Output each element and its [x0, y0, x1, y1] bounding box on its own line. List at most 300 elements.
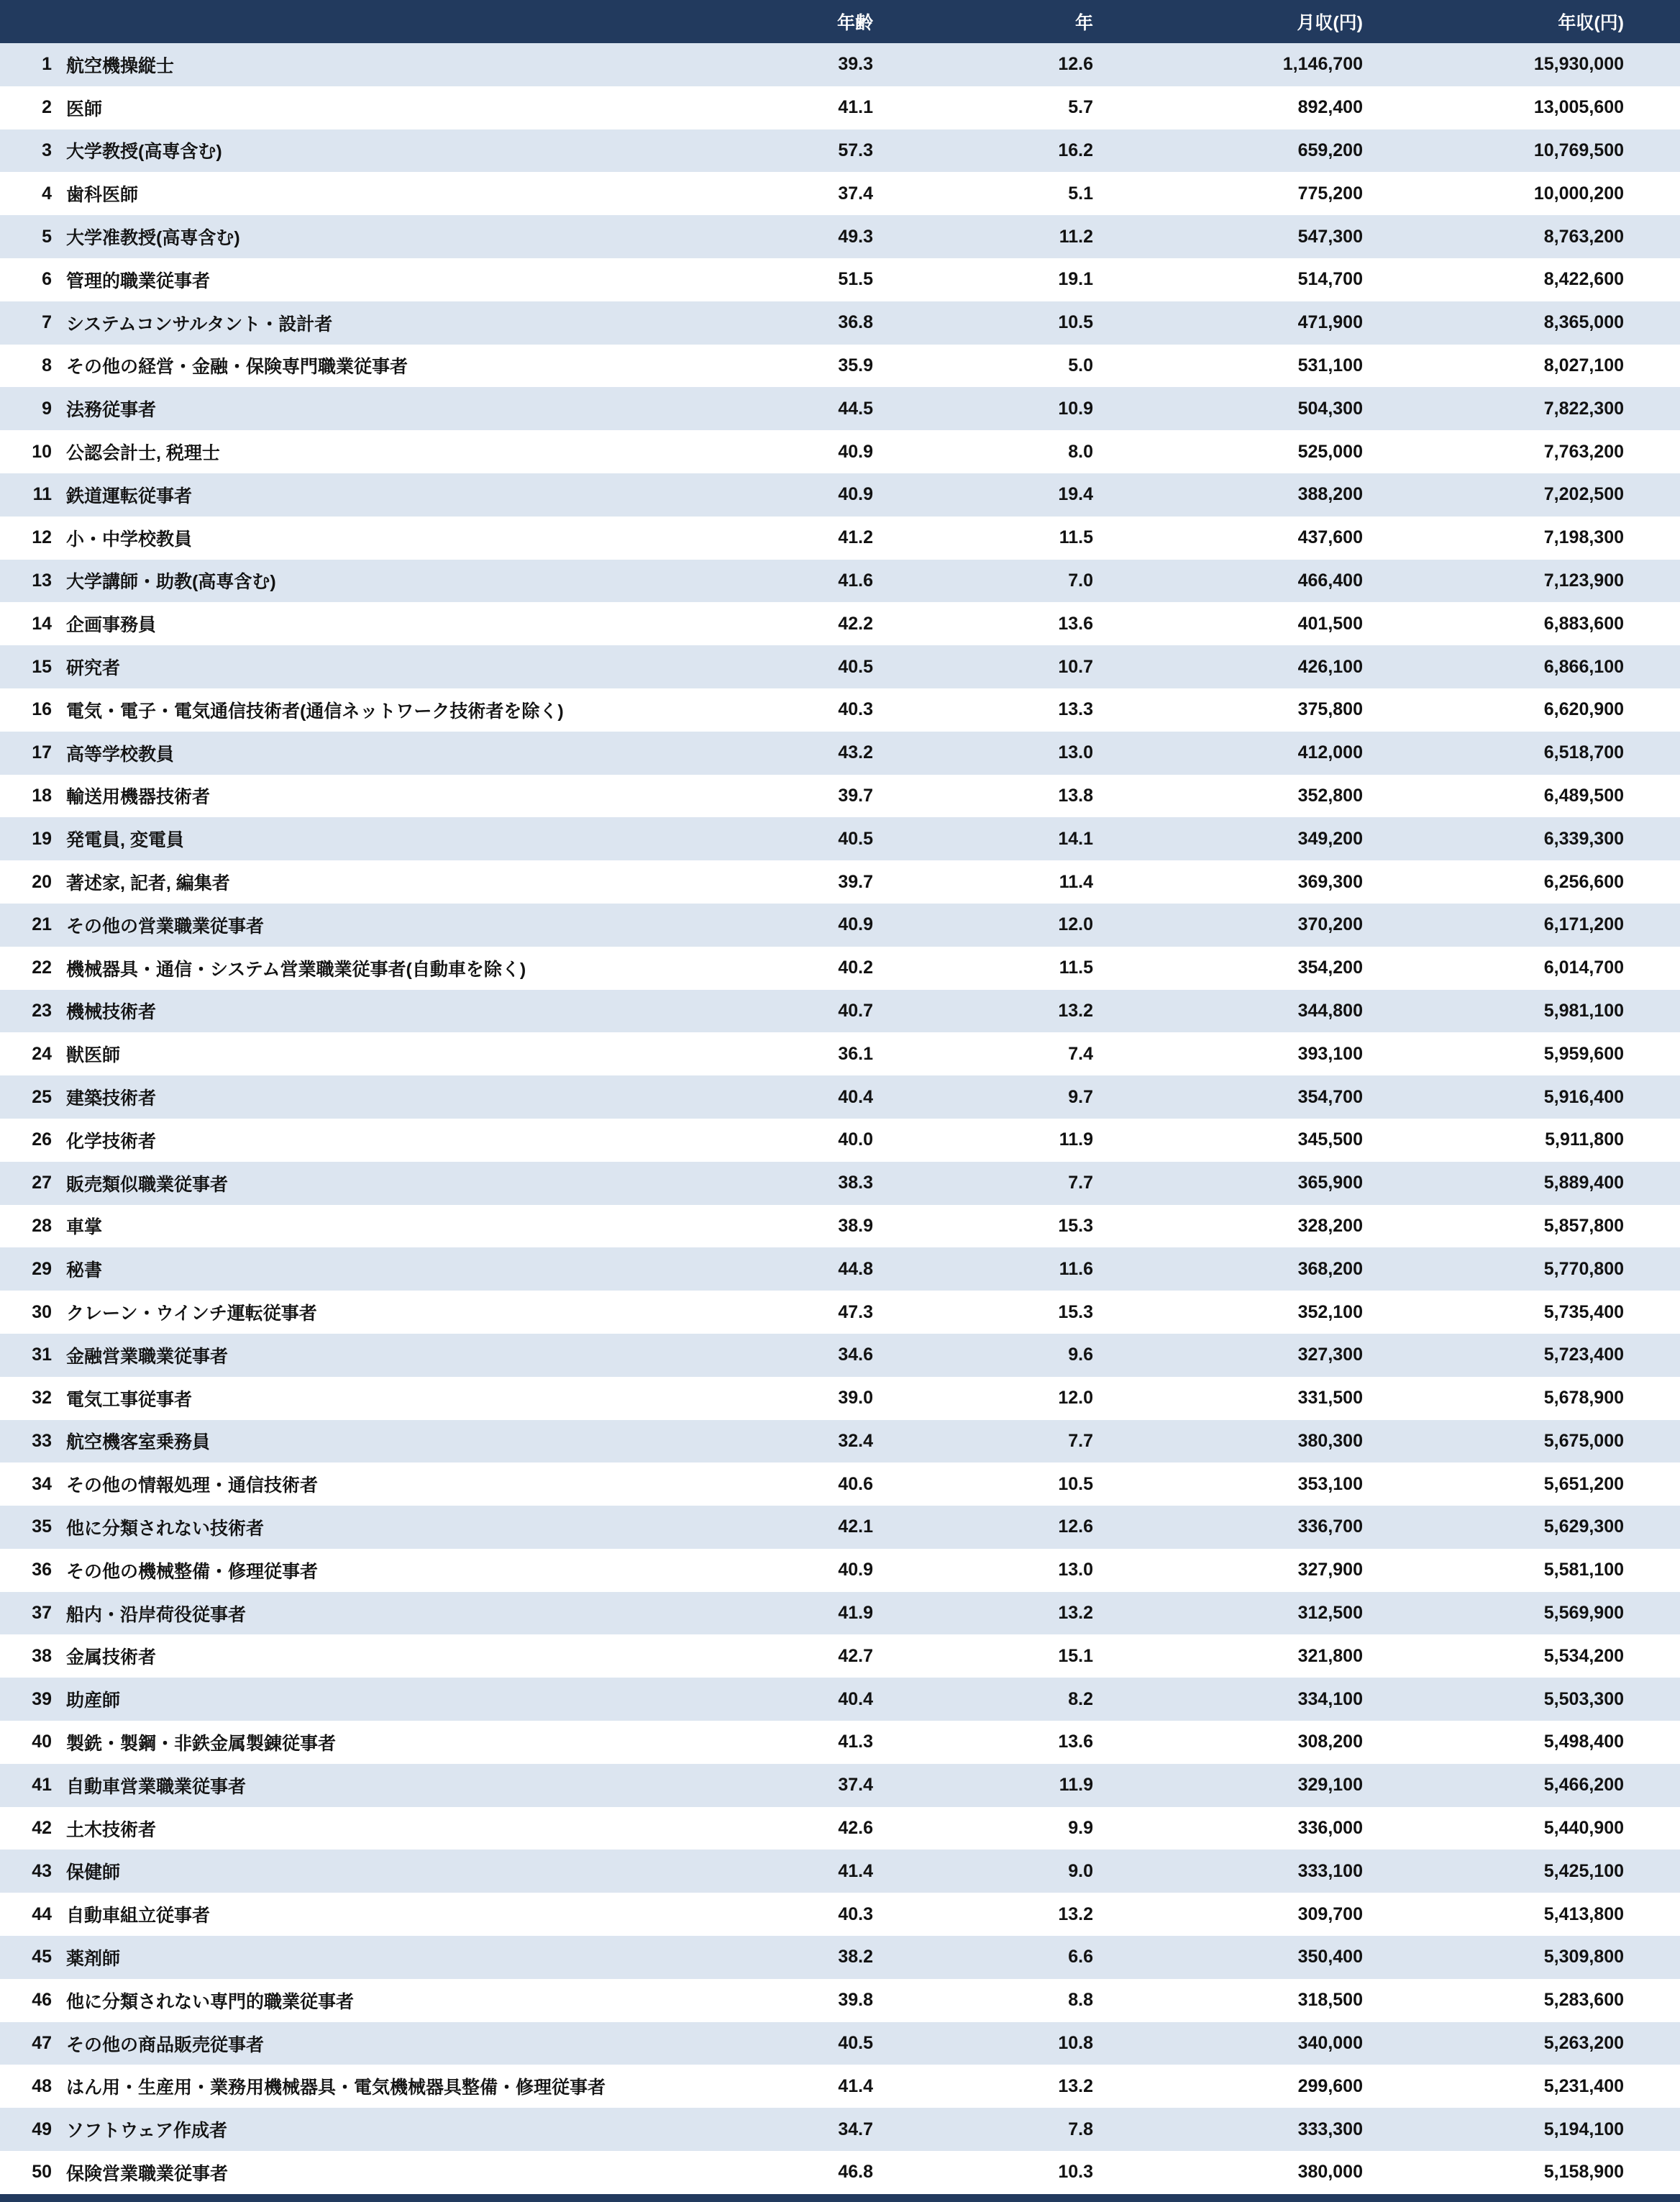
- annual-income-cell: 5,440,900: [1543, 1818, 1624, 1839]
- years-cell: 12.0: [1058, 914, 1093, 935]
- monthly-income-cell: 412,000: [1297, 742, 1363, 763]
- annual-income-cell: 10,000,200: [1533, 183, 1624, 204]
- rank-cell: 21: [32, 914, 52, 935]
- table-row: [0, 129, 1680, 173]
- monthly-income-cell: 333,300: [1297, 2119, 1363, 2139]
- years-cell: 13.2: [1058, 1603, 1093, 1624]
- years-cell: 16.2: [1058, 140, 1093, 160]
- occupation-cell: 船内・沿岸荷役従事者: [66, 1604, 247, 1625]
- years-cell: 10.7: [1058, 656, 1093, 677]
- occupation-cell: 他に分類されない専門的職業従事者: [66, 1991, 355, 2012]
- occupation-cell: クレーン・ウインチ運転従事者: [66, 1304, 317, 1324]
- occupation-cell: 保険営業職業従事者: [66, 2163, 229, 2184]
- rank-cell: 23: [32, 1000, 52, 1021]
- monthly-income-cell: 388,200: [1297, 484, 1363, 505]
- rank-cell: 44: [32, 1903, 52, 1924]
- years-cell: 14.1: [1058, 828, 1093, 849]
- years-cell: 11.5: [1059, 957, 1093, 978]
- monthly-income-cell: 353,100: [1297, 1473, 1363, 1494]
- rank-cell: 24: [32, 1043, 52, 1064]
- age-cell: 40.3: [838, 1903, 873, 1924]
- monthly-income-cell: 334,100: [1297, 1688, 1363, 1709]
- annual-income-cell: 5,534,200: [1543, 1645, 1624, 1666]
- rank-cell: 2: [42, 97, 52, 118]
- table-row: [0, 645, 1680, 688]
- table-row: [0, 517, 1680, 560]
- years-cell: 7.0: [1068, 570, 1093, 591]
- table-row: [0, 947, 1680, 990]
- age-cell: 57.3: [838, 140, 873, 160]
- years-cell: 7.7: [1068, 1430, 1093, 1451]
- annual-income-cell: 5,651,200: [1543, 1473, 1624, 1494]
- rank-cell: 28: [32, 1215, 52, 1236]
- years-cell: 12.6: [1058, 54, 1093, 75]
- monthly-income-cell: 401,500: [1297, 613, 1363, 634]
- age-cell: 42.6: [838, 1818, 873, 1839]
- occupation-cell: 法務従事者: [66, 400, 157, 421]
- occupation-cell: 金属技術者: [66, 1647, 157, 1668]
- table-row: [0, 2065, 1680, 2108]
- annual-income-cell: 8,763,200: [1543, 226, 1624, 247]
- rank-cell: 19: [32, 828, 52, 849]
- monthly-income-cell: 531,100: [1297, 355, 1363, 376]
- rank-cell: 47: [32, 2033, 52, 2054]
- table-row: [0, 430, 1680, 473]
- monthly-income-cell: 299,600: [1297, 2075, 1363, 2096]
- age-cell: 32.4: [838, 1430, 873, 1451]
- age-cell: 40.5: [838, 2033, 873, 2054]
- occupation-cell: 鉄道運転従事者: [66, 486, 193, 506]
- annual-income-cell: 5,735,400: [1543, 1301, 1624, 1322]
- years-cell: 11.2: [1059, 226, 1093, 247]
- rank-cell: 31: [32, 1345, 52, 1365]
- years-cell: 7.4: [1068, 1043, 1093, 1064]
- monthly-income-cell: 370,200: [1297, 914, 1363, 935]
- monthly-income-cell: 380,000: [1297, 2162, 1363, 2183]
- rank-cell: 8: [42, 355, 52, 376]
- age-cell: 34.7: [838, 2119, 873, 2139]
- occupation-cell: 電気・電子・電気通信技術者(通信ネットワーク技術者を除く): [66, 701, 564, 722]
- rank-cell: 14: [32, 613, 52, 634]
- monthly-income-cell: 309,700: [1297, 1903, 1363, 1924]
- age-cell: 41.9: [838, 1603, 873, 1624]
- occupation-cell: 高等学校教員: [66, 744, 175, 765]
- age-cell: 40.0: [838, 1129, 873, 1150]
- annual-income-cell: 5,629,300: [1543, 1516, 1624, 1537]
- table-row: [0, 301, 1680, 345]
- occupation-cell: システムコンサルタント・設計者: [66, 314, 333, 335]
- rank-cell: 22: [32, 957, 52, 978]
- years-cell: 8.2: [1068, 1688, 1093, 1709]
- rank-cell: 49: [32, 2119, 52, 2139]
- rank-cell: 34: [32, 1473, 52, 1494]
- years-cell: 13.0: [1058, 1560, 1093, 1580]
- monthly-income-cell: 365,900: [1297, 1173, 1363, 1193]
- annual-income-cell: 5,413,800: [1543, 1903, 1624, 1924]
- table-row: [0, 172, 1680, 215]
- annual-income-cell: 7,822,300: [1543, 398, 1624, 419]
- table-row: [0, 2022, 1680, 2065]
- table-body: [0, 43, 1680, 2194]
- annual-income-cell: 5,959,600: [1543, 1043, 1624, 1064]
- age-cell: 39.8: [838, 1990, 873, 2011]
- occupation-cell: 航空機操縦士: [66, 55, 175, 76]
- age-cell: 51.5: [838, 269, 873, 290]
- years-cell: 8.8: [1068, 1990, 1093, 2011]
- years-cell: 13.2: [1058, 1903, 1093, 1924]
- rank-cell: 11: [32, 484, 52, 505]
- age-cell: 39.7: [838, 871, 873, 892]
- years-cell: 11.9: [1059, 1775, 1093, 1796]
- occupation-cell: 土木技術者: [66, 1819, 157, 1840]
- annual-income-cell: 5,678,900: [1543, 1388, 1624, 1409]
- monthly-income-cell: 471,900: [1297, 312, 1363, 333]
- age-cell: 43.2: [838, 742, 873, 763]
- table-row: [0, 860, 1680, 904]
- monthly-income-cell: 1,146,700: [1282, 54, 1363, 75]
- age-cell: 36.8: [838, 312, 873, 333]
- rank-cell: 4: [42, 183, 52, 204]
- years-cell: 11.4: [1059, 871, 1093, 892]
- years-cell: 13.0: [1058, 742, 1093, 763]
- annual-income-cell: 5,466,200: [1543, 1775, 1624, 1796]
- years-cell: 8.0: [1068, 441, 1093, 462]
- monthly-income-cell: 354,700: [1297, 1086, 1363, 1107]
- occupation-cell: 自動車営業職業従事者: [66, 1776, 247, 1797]
- annual-income-cell: 7,198,300: [1543, 527, 1624, 548]
- table-row: [0, 345, 1680, 388]
- header-age: 年齢: [801, 0, 873, 43]
- annual-income-cell: 6,620,900: [1543, 699, 1624, 720]
- table-row: [0, 1634, 1680, 1678]
- occupation-cell: はん用・生産用・業務用機械器具・電気機械器具整備・修理従事者: [66, 2078, 606, 2098]
- years-cell: 15.1: [1058, 1645, 1093, 1666]
- monthly-income-cell: 345,500: [1297, 1129, 1363, 1150]
- rank-cell: 27: [32, 1173, 52, 1193]
- age-cell: 38.9: [838, 1215, 873, 1236]
- monthly-income-cell: 329,100: [1297, 1775, 1363, 1796]
- rank-cell: 40: [32, 1732, 52, 1752]
- annual-income-cell: 6,866,100: [1543, 656, 1624, 677]
- occupation-cell: 建築技術者: [66, 1088, 157, 1109]
- table-row: [0, 473, 1680, 517]
- table-row: [0, 2151, 1680, 2194]
- table-row: [0, 1549, 1680, 1592]
- footer-bar: [0, 2194, 1680, 2202]
- annual-income-cell: 5,911,800: [1545, 1129, 1624, 1150]
- table-row: [0, 688, 1680, 732]
- age-cell: 40.4: [838, 1688, 873, 1709]
- occupation-cell: 管理的職業従事者: [66, 270, 211, 291]
- occupation-cell: 著述家, 記者, 編集者: [66, 873, 230, 894]
- monthly-income-cell: 514,700: [1297, 269, 1363, 290]
- annual-income-cell: 6,883,600: [1543, 613, 1624, 634]
- annual-income-cell: 5,916,400: [1543, 1086, 1624, 1107]
- table-row: [0, 732, 1680, 775]
- years-cell: 9.0: [1068, 1860, 1093, 1881]
- monthly-income-cell: 368,200: [1297, 1258, 1363, 1279]
- monthly-income-cell: 354,200: [1297, 957, 1363, 978]
- occupation-cell: 研究者: [66, 658, 121, 679]
- table-row: [0, 1893, 1680, 1936]
- years-cell: 10.3: [1058, 2162, 1093, 2183]
- annual-income-cell: 6,339,300: [1543, 828, 1624, 849]
- years-cell: 12.0: [1058, 1388, 1093, 1409]
- occupation-cell: 化学技術者: [66, 1131, 157, 1152]
- table-row: [0, 1850, 1680, 1893]
- monthly-income-cell: 336,000: [1297, 1818, 1363, 1839]
- monthly-income-cell: 775,200: [1297, 183, 1363, 204]
- years-cell: 15.3: [1058, 1215, 1093, 1236]
- table-row: [0, 215, 1680, 258]
- occupation-cell: その他の経営・金融・保険専門職業従事者: [66, 357, 408, 378]
- table-row: [0, 1075, 1680, 1119]
- table-row: [0, 1979, 1680, 2022]
- table-row: [0, 1936, 1680, 1979]
- annual-income-cell: 5,889,400: [1543, 1173, 1624, 1193]
- rank-cell: 48: [32, 2075, 52, 2096]
- years-cell: 7.7: [1068, 1173, 1093, 1193]
- annual-income-cell: 5,770,800: [1543, 1258, 1624, 1279]
- annual-income-cell: 6,014,700: [1543, 957, 1624, 978]
- monthly-income-cell: 328,200: [1297, 1215, 1363, 1236]
- annual-income-cell: 7,763,200: [1543, 441, 1624, 462]
- annual-income-cell: 8,422,600: [1543, 269, 1624, 290]
- table-row: [0, 602, 1680, 645]
- age-cell: 41.6: [838, 570, 873, 591]
- age-cell: 41.2: [838, 527, 873, 548]
- annual-income-cell: 5,675,000: [1543, 1430, 1624, 1451]
- age-cell: 39.0: [838, 1388, 873, 1409]
- age-cell: 41.3: [838, 1732, 873, 1752]
- rank-cell: 3: [42, 140, 52, 160]
- occupation-cell: 秘書: [66, 1260, 103, 1281]
- age-cell: 41.4: [838, 1860, 873, 1881]
- years-cell: 10.9: [1058, 398, 1093, 419]
- rank-cell: 43: [32, 1860, 52, 1881]
- header-row: [0, 0, 1680, 43]
- monthly-income-cell: 525,000: [1297, 441, 1363, 462]
- monthly-income-cell: 426,100: [1297, 656, 1363, 677]
- occupation-cell: 企画事務員: [66, 615, 157, 636]
- age-cell: 40.3: [838, 699, 873, 720]
- rank-cell: 35: [32, 1516, 52, 1537]
- age-cell: 41.4: [838, 2075, 873, 2096]
- age-cell: 38.3: [838, 1173, 873, 1193]
- age-cell: 40.4: [838, 1086, 873, 1107]
- age-cell: 47.3: [838, 1301, 873, 1322]
- rank-cell: 36: [32, 1560, 52, 1580]
- monthly-income-cell: 350,400: [1297, 1947, 1363, 1967]
- rank-cell: 46: [32, 1990, 52, 2011]
- monthly-income-cell: 547,300: [1297, 226, 1363, 247]
- monthly-income-cell: 321,800: [1297, 1645, 1363, 1666]
- monthly-income-cell: 333,100: [1297, 1860, 1363, 1881]
- years-cell: 12.6: [1058, 1516, 1093, 1537]
- occupation-cell: その他の機械整備・修理従事者: [66, 1561, 319, 1582]
- occupation-cell: 機械技術者: [66, 1002, 157, 1023]
- years-cell: 9.7: [1068, 1086, 1093, 1107]
- occupation-cell: 他に分類されない技術者: [66, 1518, 265, 1539]
- rank-cell: 6: [42, 269, 52, 290]
- rank-cell: 41: [32, 1775, 52, 1796]
- monthly-income-cell: 504,300: [1297, 398, 1363, 419]
- table-row: [0, 258, 1680, 301]
- table-row: [0, 1721, 1680, 1764]
- annual-income-cell: 5,194,100: [1543, 2119, 1624, 2139]
- years-cell: 10.8: [1058, 2033, 1093, 2054]
- table-row: [0, 1764, 1680, 1807]
- rank-cell: 32: [32, 1388, 52, 1409]
- annual-income-cell: 5,231,400: [1543, 2075, 1624, 2096]
- rank-cell: 25: [32, 1086, 52, 1107]
- monthly-income-cell: 349,200: [1297, 828, 1363, 849]
- annual-income-cell: 10,769,500: [1533, 140, 1624, 160]
- table-row: [0, 1377, 1680, 1420]
- age-cell: 35.9: [838, 355, 873, 376]
- years-cell: 13.6: [1058, 613, 1093, 634]
- table-row: [0, 1247, 1680, 1291]
- occupation-cell: 機械器具・通信・システム営業職業従事者(自動車を除く): [66, 959, 526, 980]
- occupation-cell: 獣医師: [66, 1045, 121, 1066]
- years-cell: 9.6: [1068, 1345, 1093, 1365]
- occupation-cell: 大学准教授(高専含む): [66, 228, 240, 249]
- years-cell: 13.3: [1058, 699, 1093, 720]
- annual-income-cell: 6,171,200: [1543, 914, 1624, 935]
- annual-income-cell: 5,425,100: [1543, 1860, 1624, 1881]
- rank-cell: 50: [32, 2162, 52, 2183]
- header-annual-income: 年収(円): [1363, 0, 1680, 43]
- annual-income-cell: 6,489,500: [1543, 785, 1624, 806]
- occupation-cell: 大学教授(高専含む): [66, 142, 222, 163]
- rank-cell: 42: [32, 1818, 52, 1839]
- annual-income-cell: 5,857,800: [1543, 1215, 1624, 1236]
- years-cell: 5.7: [1068, 97, 1093, 118]
- occupation-cell: ソフトウェア作成者: [66, 2121, 228, 2142]
- table-row: [0, 904, 1680, 947]
- table-row: [0, 775, 1680, 818]
- rank-cell: 26: [32, 1129, 52, 1150]
- header-monthly-income: 月収(円): [1093, 0, 1363, 43]
- annual-income-cell: 5,158,900: [1543, 2162, 1624, 2183]
- rank-cell: 17: [32, 742, 52, 763]
- age-cell: 40.9: [838, 1560, 873, 1580]
- years-cell: 13.2: [1058, 2075, 1093, 2096]
- table-row: [0, 990, 1680, 1033]
- rank-cell: 39: [32, 1688, 52, 1709]
- rank-cell: 1: [42, 54, 52, 75]
- age-cell: 44.8: [838, 1258, 873, 1279]
- monthly-income-cell: 375,800: [1297, 699, 1363, 720]
- occupation-cell: 電気工事従事者: [66, 1389, 193, 1410]
- annual-income-cell: 6,256,600: [1543, 871, 1624, 892]
- age-cell: 40.5: [838, 656, 873, 677]
- annual-income-cell: 5,581,100: [1543, 1560, 1624, 1580]
- occupation-cell: その他の営業職業従事者: [66, 916, 265, 937]
- rank-cell: 10: [32, 441, 52, 462]
- table-row: [0, 1592, 1680, 1635]
- years-cell: 19.4: [1058, 484, 1093, 505]
- occupation-cell: 航空機客室乗務員: [66, 1432, 211, 1453]
- years-cell: 19.1: [1058, 269, 1093, 290]
- table-row: [0, 1420, 1680, 1463]
- age-cell: 42.1: [838, 1516, 873, 1537]
- years-cell: 10.5: [1058, 312, 1093, 333]
- monthly-income-cell: 892,400: [1297, 97, 1363, 118]
- age-cell: 40.5: [838, 828, 873, 849]
- table-row: [0, 1462, 1680, 1506]
- years-cell: 10.5: [1058, 1473, 1093, 1494]
- age-cell: 40.9: [838, 914, 873, 935]
- age-cell: 37.4: [838, 1775, 873, 1796]
- monthly-income-cell: 327,300: [1297, 1345, 1363, 1365]
- annual-income-cell: 8,365,000: [1543, 312, 1624, 333]
- occupation-cell: 保健師: [66, 1862, 121, 1883]
- years-cell: 11.5: [1059, 527, 1093, 548]
- rank-cell: 45: [32, 1947, 52, 1967]
- rank-cell: 13: [32, 570, 52, 591]
- occupation-cell: 大学講師・助教(高専含む): [66, 572, 276, 593]
- age-cell: 36.1: [838, 1043, 873, 1064]
- table-row: [0, 1291, 1680, 1334]
- table-row: [0, 1334, 1680, 1377]
- age-cell: 37.4: [838, 183, 873, 204]
- years-cell: 11.9: [1059, 1129, 1093, 1150]
- rank-cell: 18: [32, 785, 52, 806]
- age-cell: 38.2: [838, 1947, 873, 1967]
- table-row: [0, 1162, 1680, 1205]
- table-row: [0, 560, 1680, 603]
- years-cell: 5.1: [1068, 183, 1093, 204]
- age-cell: 39.7: [838, 785, 873, 806]
- age-cell: 39.3: [838, 54, 873, 75]
- annual-income-cell: 5,503,300: [1543, 1688, 1624, 1709]
- occupation-cell: 自動車組立従事者: [66, 1906, 211, 1926]
- annual-income-cell: 5,309,800: [1543, 1947, 1624, 1967]
- table-row: [0, 1506, 1680, 1549]
- monthly-income-cell: 437,600: [1297, 527, 1363, 548]
- table-row: [0, 2108, 1680, 2151]
- rank-cell: 37: [32, 1603, 52, 1624]
- occupation-cell: 小・中学校教員: [66, 529, 193, 550]
- age-cell: 40.2: [838, 957, 873, 978]
- annual-income-cell: 13,005,600: [1533, 97, 1624, 118]
- age-cell: 42.2: [838, 613, 873, 634]
- monthly-income-cell: 659,200: [1297, 140, 1363, 160]
- monthly-income-cell: 352,100: [1297, 1301, 1363, 1322]
- occupation-cell: 車掌: [66, 1217, 103, 1238]
- rank-cell: 38: [32, 1645, 52, 1666]
- monthly-income-cell: 312,500: [1297, 1603, 1363, 1624]
- occupation-cell: 販売類似職業従事者: [66, 1174, 229, 1195]
- monthly-income-cell: 336,700: [1297, 1516, 1363, 1537]
- annual-income-cell: 6,518,700: [1543, 742, 1624, 763]
- table-row: [0, 387, 1680, 430]
- annual-income-cell: 5,283,600: [1543, 1990, 1624, 2011]
- years-cell: 13.2: [1058, 1000, 1093, 1021]
- table-row: [0, 1678, 1680, 1721]
- age-cell: 40.9: [838, 441, 873, 462]
- occupation-cell: 歯科医師: [66, 185, 139, 206]
- years-cell: 6.6: [1068, 1947, 1093, 1967]
- annual-income-cell: 7,123,900: [1543, 570, 1624, 591]
- rank-cell: 30: [32, 1301, 52, 1322]
- header-occupation: [66, 0, 801, 43]
- years-cell: 5.0: [1068, 355, 1093, 376]
- table-row: [0, 1205, 1680, 1248]
- occupation-cell: 輸送用機器技術者: [66, 787, 211, 808]
- table-row: [0, 43, 1680, 86]
